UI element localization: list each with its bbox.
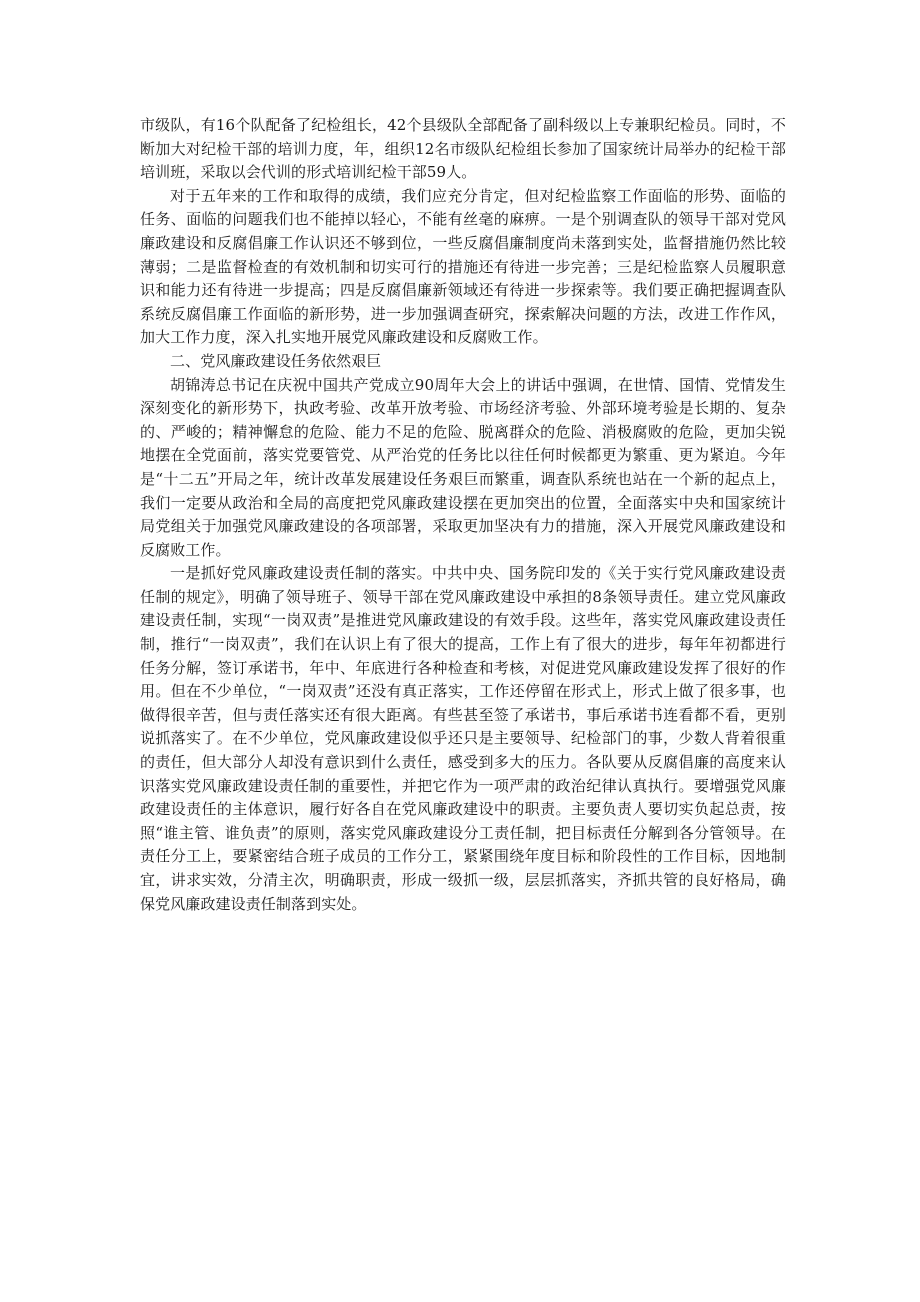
section-heading: 二、党风廉政建设任务依然艰巨 [170, 351, 382, 370]
paragraph-assessment: 对于五年来的工作和取得的成绩，我们应充分肯定，但对纪检监察工作面临的形势、面临的任务、面临的问题我们也不能掉以轻心，不能有丝毫的麻痹。一是个别调查队的领导干部对党风廉政建设和反腐倡廉工作认识还不够到位，一些反腐倡廉制度尚未落到实处，监督措施仍然比较薄弱；二是监督检查的有效机制和切实可行的措施还有待进一步完善；三是纪检监察人员履职意识和能力还有待进一步提高；四是反腐倡廉新领域还有待进一步探索等。我们要正确把握调查队系统反腐倡廉工作面临的新形势，进一步加强调查研究，探索解决问题的方法，改进工作作风，加大工作力度，深入扎实地开展党风廉政建设和反腐败工作。 [140, 186, 786, 347]
paragraph-situation: 胡锦涛总书记在庆祝中国共产党成立90周年大会上的讲话中强调，在世情、国情、党情发生深刻变化的新形势下，执政考验、改革开放考验、市场经济考验、外部环境考验是长期的、复杂的、严峻的；精神懈怠的危险、能力不足的危险、脱离群众的危险、消极腐败的危险，更加尖锐地摆在全党面前，落实党要管党、从严治党的任务比以往任何时候都更为繁重、更为紧迫。今年是“十二五”开局之年，统计改革发展建设任务艰巨而繁重，调查队系统也站在一个新的起点上，我们一定要从政治和全局的高度把党风廉政建设摆在更加突出的位置，全面落实中央和国家统计局党组关于加强党风廉政建设的各项部署，采取更加坚决有力的措施，深入开展党风廉政建设和反腐败工作。 [140, 375, 786, 559]
paragraph-responsibility: 一是抓好党风廉政建设责任制的落实。中共中央、国务院印发的《关于实行党风廉政建设责任制的规定》，明确了领导班子、领导干部在党风廉政建设中承担的8条领导责任。建立党风廉政建设责任制，实现“一岗双责”是推进党风廉政建设的有效手段。这些年，落实党风廉政建设责任制，推行“一岗双责”，我们在认识上有了很大的提高，工作上有了很大的进步，每年年初都进行任务分解，签订承诺书，年中、年底进行各种检查和考核，对促进党风廉政建设发挥了很好的作用。但在不少单位，“一岗双责”还没有真正落实，工作还停留在形式上，形式上做了很多事，也做得很辛苦，但与责任落实还有很大距离。有些甚至签了承诺书，事后承诺书连看都不看，更别说抓落实了。在不少单位，党风廉政建设似乎还只是主要领导、纪检部门的事，少数人背着很重的责任，但大部分人却没有意识到什么责任，感受到多大的压力。各队要从反腐倡廉的高度来认识落实党风廉政建设责任制的重要性，并把它作为一项严肃的政治纪律认真执行。要增强党风廉政建设责任的主体意识，履行好各自在党风廉政建设中的职责。主要负责人要切实负起总责，按照“谁主管、谁负责”的原则，落实党风廉政建设分工责任制，把目标责任分解到各分管领导。在责任分工上，要紧密结合班子成员的工作分工，紧紧围绕年度目标和阶段性的工作目标，因地制宜，讲求实效，分清主次，明确职责，形成一级抓一级，层层抓落实，齐抓共管的良好格局，确保党风廉政建设责任制落到实处。 [140, 564, 786, 913]
document-body [140, 114, 786, 916]
paragraph-continued: 市级队，有16个队配备了纪检组长，42个县级队全部配备了副科级以上专兼职纪检员。同时，不断加大对纪检干部的培训力度，年，组织12名市级队纪检组长参加了国家统计局举办的纪检干部培训班，采取以会代训的形式培训纪检干部59人。 [140, 116, 786, 182]
